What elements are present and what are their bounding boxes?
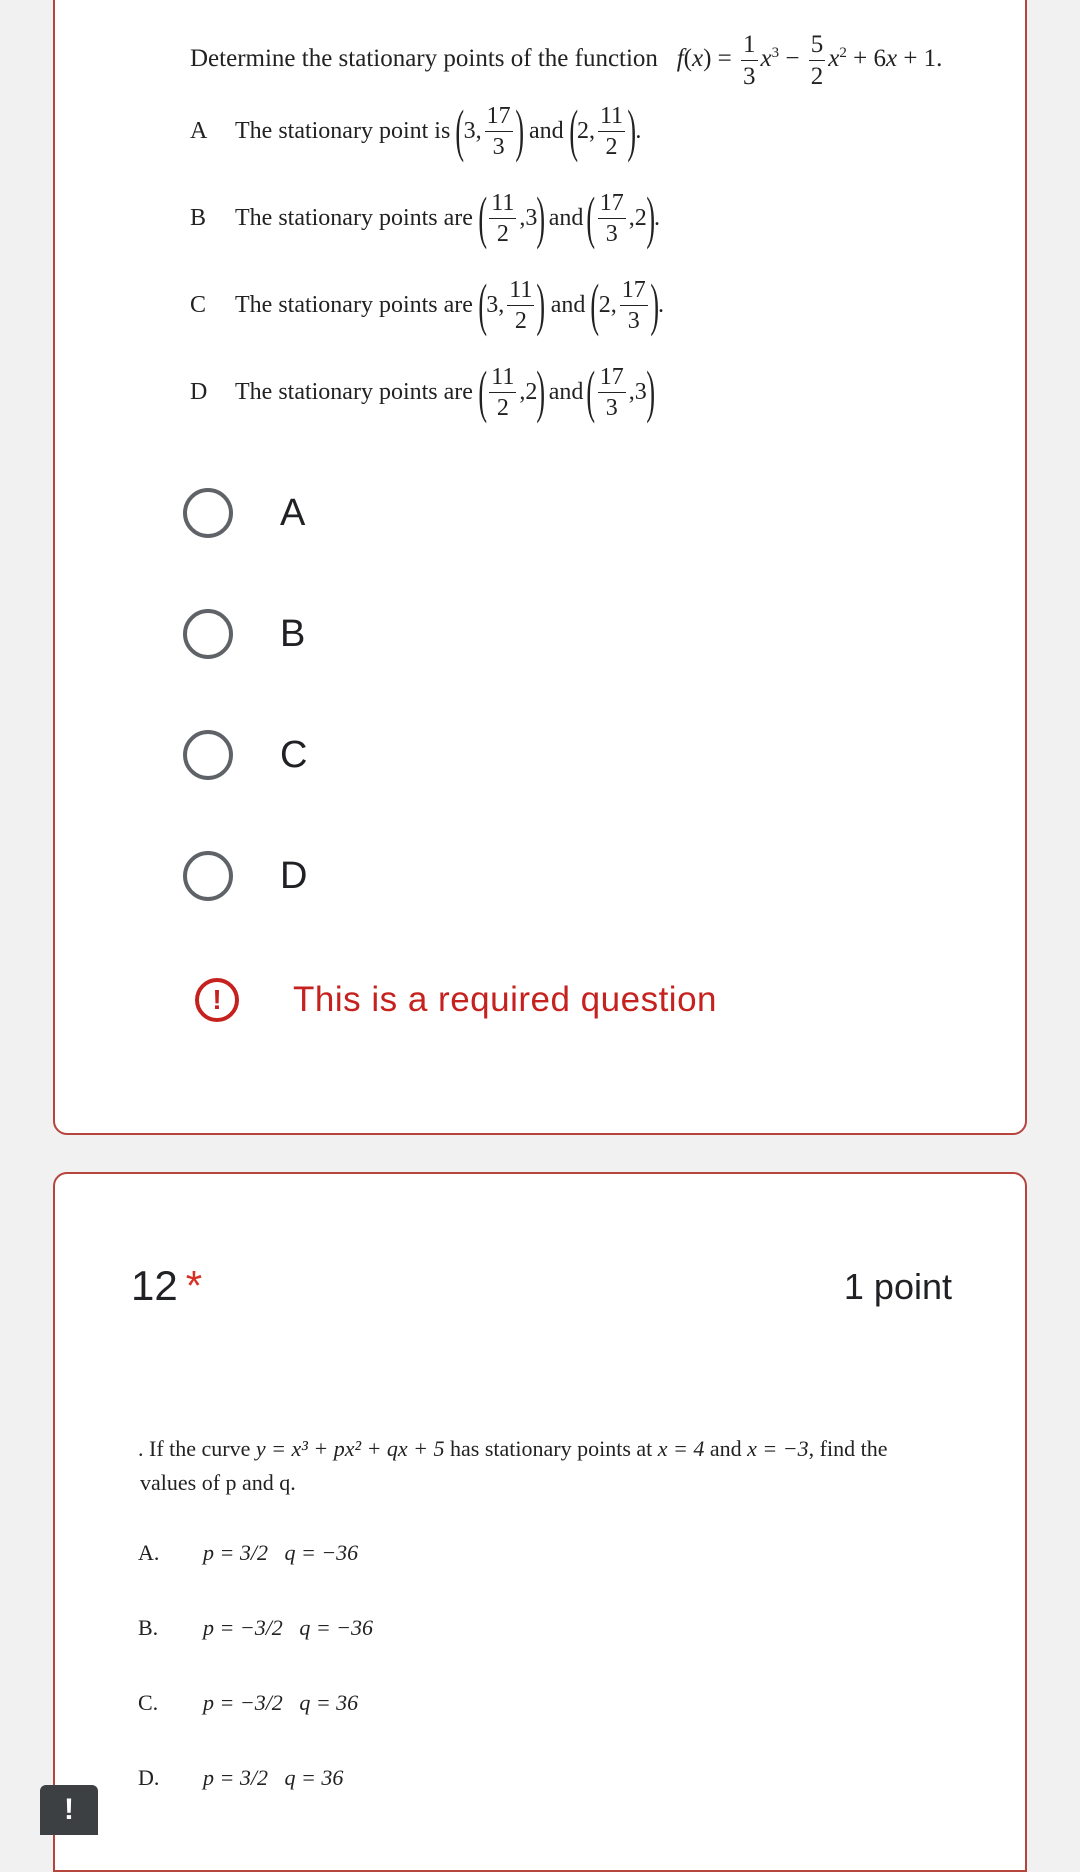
error-icon: ! (195, 978, 239, 1022)
option-d-statement: D The stationary points are ( $\frac{11}{2}$ , 2 ) and ( $\frac{17}{3}$ , 3 ) (190, 359, 655, 424)
question-points: 1 point (843, 1266, 952, 1307)
radio-option-c[interactable]: C (183, 730, 307, 780)
q12-option-b: B. p = −3/2 q = −36 (138, 1615, 374, 1640)
q12-option-a: A. p = 3/2 q = −36 (138, 1540, 359, 1565)
function-expression: f (676, 45, 684, 73)
radio-button-b[interactable] (183, 609, 233, 659)
q12-option-d: D. p = 3/2 q = 36 (138, 1765, 344, 1790)
option-c-statement: C The stationary points are ( 3 , $\frac{11}{2}$ ) and ( 2 , $\frac{17}{3}$ ) . (190, 272, 665, 337)
question-number: 12 * (131, 1262, 203, 1309)
radio-button-a[interactable] (183, 488, 233, 538)
option-b-statement: B The stationary points are ( $\frac{11}{2}$ , 3 ) and ( $\frac{17}{3}$ , 2 ) . (190, 185, 661, 250)
question-prompt: Determine the stationary points of the function f(x) = $\frac{1}{3}$ $x^3$ − $\frac{5}{2}$ $x^2 + 6x + 1$. (190, 31, 943, 90)
question-12-text-line2: values of p and q. (140, 1470, 296, 1495)
question-12-text: . If the curve y = x³ + px² + qx + 5 has stationary points at x = 4 and x = −3, find the (138, 1436, 888, 1461)
radio-option-d[interactable]: D (183, 851, 307, 901)
option-a-statement: A The stationary point is ( 3 , $\frac{17}{3}$ ) and ( 2 , $\frac{11}{2}$ ) . (190, 98, 642, 163)
required-star: * (185, 1262, 203, 1309)
required-warning: ! This is a required question (195, 978, 717, 1022)
radio-option-b[interactable]: B (183, 609, 305, 659)
radio-button-d[interactable] (183, 851, 233, 901)
radio-option-a[interactable]: A (183, 488, 305, 538)
q12-option-c: C. p = −3/2 q = 36 (138, 1690, 359, 1715)
question-card-11 (53, 0, 1027, 1135)
radio-button-c[interactable] (183, 730, 233, 780)
feedback-button[interactable]: ! (40, 1785, 98, 1835)
